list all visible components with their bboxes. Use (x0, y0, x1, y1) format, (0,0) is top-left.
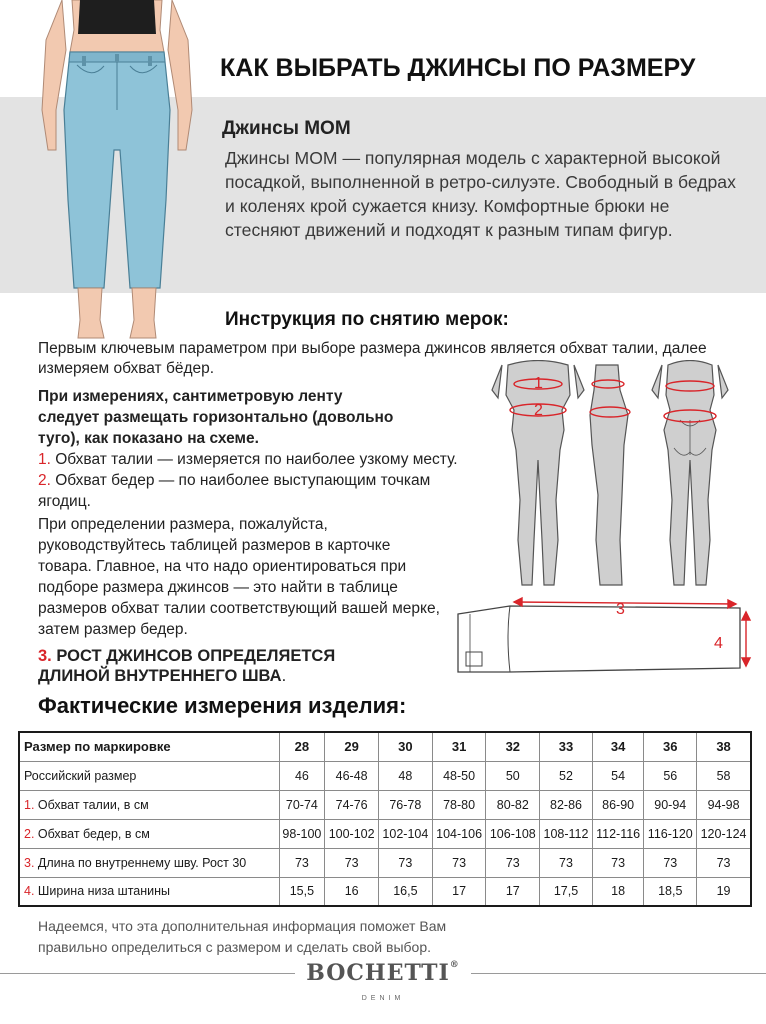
table-cell: 54 (592, 761, 644, 790)
facts-title: Фактические измерения изделия: (38, 693, 407, 718)
table-cell: 73 (432, 848, 486, 877)
item-waist-num: 1. (38, 451, 51, 468)
table-cell: 73 (697, 848, 751, 877)
size-cell: 28 (279, 732, 325, 761)
right-foot (130, 288, 156, 338)
brand-subtitle: DENIM (361, 995, 405, 1002)
table-cell: 100-102 (325, 819, 379, 848)
body-measurement-diagram (478, 360, 763, 592)
diagram-label-4: 4 (714, 635, 723, 652)
size-cell: 38 (697, 732, 751, 761)
row-label-text: Длина по внутреннему шву. Рост 30 (37, 855, 247, 870)
table-cell: 46 (279, 761, 325, 790)
size-cell: 31 (432, 732, 486, 761)
logo-divider-right (471, 973, 766, 974)
table-cell: 73 (592, 848, 644, 877)
table-cell: 104-106 (432, 819, 486, 848)
table-cell: 82-86 (540, 790, 593, 819)
model-description: Джинсы MOM — популярная модель с характерной высокой посадкой, выполненной в ретро-силуэте. Свободный в бедрах и коленях крой сужается книзу. Комфортные брюки не стесняют движений и подходят к разным типам фигур. (225, 148, 736, 240)
figure-front (506, 361, 570, 586)
table-cell: 90-94 (644, 790, 697, 819)
row-label-text: Обхват бедер, в см (37, 826, 150, 841)
footer-note: Надеемся, что эта дополнительная информация поможет Вам правильно определиться с размером и сделать свой выбор. (38, 918, 447, 955)
left-arm (42, 0, 66, 150)
size-advice: При определении размера, пожалуйста, руководствуйтесь таблицей размеров в карточке товара. Главное, на что надо ориентироваться при подборе размера джинсов — это найти в таблице размеров обхват талии соответствующий вашей мерке, затем размер бедер. (38, 516, 440, 638)
table-cell: 58 (697, 761, 751, 790)
size-table-row (19, 761, 751, 790)
table-cell: 112-116 (592, 819, 644, 848)
table-cell: 17 (432, 877, 486, 906)
table-cell: 73 (325, 848, 379, 877)
figure-side (590, 365, 628, 585)
jeans-leg-outline (458, 606, 740, 672)
item-hips-text: Обхват бедер — по наиболее выступающим точкам ягодиц. (38, 472, 431, 510)
diagram-label-1: 1 (534, 375, 543, 392)
table-cell: 17,5 (540, 877, 593, 906)
row-number: 2. (24, 826, 35, 841)
table-cell: 102-104 (379, 819, 433, 848)
table-cell: 98-100 (279, 819, 325, 848)
right-arm (168, 0, 192, 150)
item-waist (38, 449, 498, 470)
table-cell: 76-78 (379, 790, 433, 819)
table-cell: 17 (486, 877, 540, 906)
instructions-column (38, 386, 498, 686)
table-cell: 106-108 (486, 819, 540, 848)
item-length-text: РОСТ ДЖИНСОВ ОПРЕДЕЛЯЕТСЯ (56, 647, 336, 665)
table-cell: 16 (325, 877, 379, 906)
item-length-num: 3. (38, 647, 52, 665)
model-title: Джинсы MOM (222, 118, 351, 139)
table-cell: 70-74 (279, 790, 325, 819)
size-table-header (19, 732, 751, 761)
table-cell: 73 (540, 848, 593, 877)
item-waist-text: Обхват талии — измеряется по наиболее узкому месту. (55, 451, 458, 468)
row-label-text: Обхват талии, в см (37, 797, 149, 812)
size-cell: 30 (379, 732, 433, 761)
row-label (19, 819, 279, 848)
tape-note: При измерениях, сантиметровую ленту следует размещать горизонтально (довольно туго), как показано на схеме. (38, 388, 394, 447)
table-cell: 15,5 (279, 877, 325, 906)
item-hips (38, 470, 478, 512)
table-cell: 56 (644, 761, 697, 790)
row-label (19, 761, 279, 790)
left-foot (78, 288, 104, 338)
table-cell: 48 (379, 761, 433, 790)
item-length (38, 646, 498, 686)
row-label (19, 790, 279, 819)
black-top (78, 0, 156, 34)
brand-logo (300, 960, 466, 986)
table-cell: 86-90 (592, 790, 644, 819)
item-hips-num: 2. (38, 472, 51, 489)
table-cell: 116-120 (644, 819, 697, 848)
logo-divider-left (0, 973, 295, 974)
table-cell: 120-124 (697, 819, 751, 848)
size-table-row (19, 848, 751, 877)
jeans-leg-diagram (440, 596, 760, 676)
page-title: КАК ВЫБРАТЬ ДЖИНСЫ ПО РАЗМЕРУ (220, 54, 696, 82)
row-number: 3. (24, 855, 35, 870)
table-cell: 16,5 (379, 877, 433, 906)
table-cell: 74-76 (325, 790, 379, 819)
size-table-row (19, 790, 751, 819)
size-cell: 32 (486, 732, 540, 761)
brand-name: BOCHETTI (306, 960, 450, 986)
table-cell: 73 (644, 848, 697, 877)
table-cell: 108-112 (540, 819, 593, 848)
jeans-mom-illustration (32, 0, 202, 340)
size-cell: 33 (540, 732, 593, 761)
figure-back (664, 361, 716, 586)
size-table-row (19, 877, 751, 906)
table-cell: 18,5 (644, 877, 697, 906)
size-header-label: Размер по маркировке (19, 732, 279, 761)
diagram-label-3: 3 (616, 601, 625, 618)
table-cell: 73 (279, 848, 325, 877)
size-cell: 34 (592, 732, 644, 761)
size-cell: 29 (325, 732, 379, 761)
table-cell: 18 (592, 877, 644, 906)
table-cell: 52 (540, 761, 593, 790)
size-cell: 36 (644, 732, 697, 761)
row-label (19, 848, 279, 877)
table-cell: 80-82 (486, 790, 540, 819)
instructions-intro: Первым ключевым параметром при выборе размера джинсов является обхват талии, далее измеряем обхват бёдер. (38, 340, 707, 377)
row-label-text: Ширина низа штанины (37, 884, 171, 899)
table-cell: 48-50 (432, 761, 486, 790)
brand-mark: ® (449, 960, 460, 970)
instructions-title: Инструкция по снятию мерок: (225, 309, 509, 330)
table-cell: 73 (379, 848, 433, 877)
size-table (18, 731, 752, 907)
table-cell: 46-48 (325, 761, 379, 790)
table-cell: 19 (697, 877, 751, 906)
table-cell: 78-80 (432, 790, 486, 819)
table-cell: 73 (486, 848, 540, 877)
table-cell: 94-98 (697, 790, 751, 819)
item-length-dot: . (281, 667, 287, 685)
row-number: 1. (24, 797, 35, 812)
row-number: 4. (24, 884, 35, 899)
row-label (19, 877, 279, 906)
diagram-label-2: 2 (534, 402, 543, 419)
size-table-row (19, 819, 751, 848)
item-length-text2: ДЛИНОЙ ВНУТРЕННЕГО ШВА (38, 667, 282, 685)
table-cell: 50 (486, 761, 540, 790)
row-label-text: Российский размер (24, 768, 137, 783)
